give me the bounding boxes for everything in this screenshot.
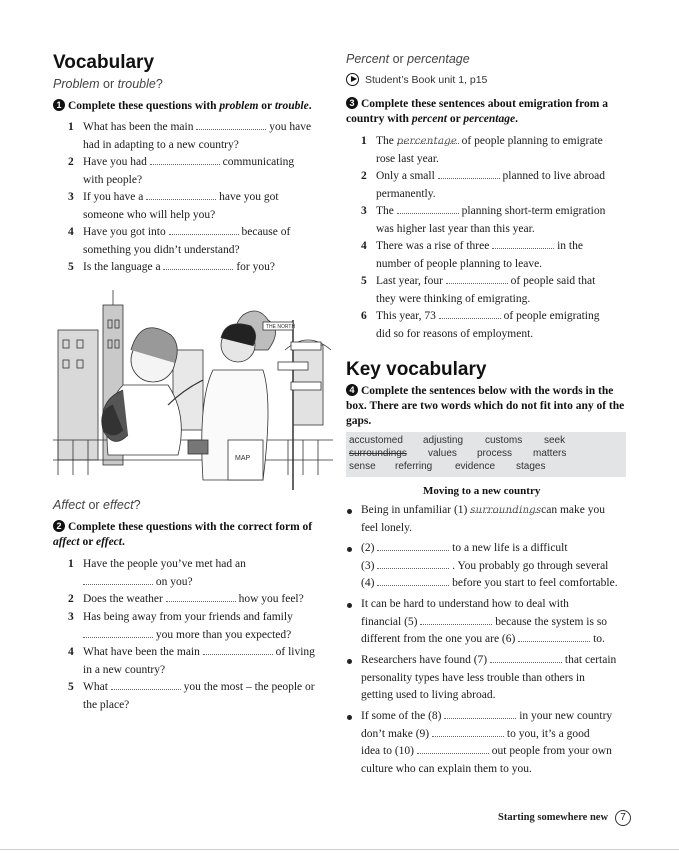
item-text: communicating — [222, 156, 295, 168]
map-label: MAP — [235, 455, 251, 462]
instr-word: effect — [96, 536, 122, 548]
instr-text: or — [258, 100, 275, 112]
paragraph-text: Researchers have found (7) — [361, 654, 488, 666]
paragraph-text: financial (5) — [361, 615, 418, 628]
item-text: number of people planning to leave. — [376, 257, 543, 270]
item-text: something you didn’t understand? — [83, 243, 240, 256]
item-text: had in adapting to a new country? — [83, 138, 239, 151]
item-number: 4 — [361, 240, 367, 252]
item-text: you the most – the people or — [183, 681, 315, 693]
subtitle-word: trouble — [117, 77, 156, 91]
bullet-paragraph — [361, 708, 631, 778]
subtitle-or: or — [389, 52, 408, 66]
paragraph-text: (3) — [361, 559, 375, 572]
item-text: What has been the main — [83, 121, 194, 133]
item-text: with people? — [83, 173, 143, 186]
students-book-reference[interactable] — [346, 73, 487, 86]
item-number: 3 — [68, 191, 74, 203]
bullet-paragraph — [361, 502, 631, 537]
word-box-word: accustomed — [349, 435, 403, 446]
bullet-paragraph — [361, 540, 631, 593]
item-text: Only a small — [376, 170, 435, 182]
item-number: 2 — [68, 156, 74, 168]
reference-text: Student’s Book unit 1, p15 — [365, 74, 488, 86]
item-text: for you? — [236, 261, 275, 273]
exercise-4-instruction — [346, 384, 631, 429]
paragraph-text: Being in unfamiliar (1) — [361, 504, 468, 516]
item-text: have you got — [219, 191, 279, 203]
word-box-word: matters — [533, 448, 567, 459]
subtitle-word: percentage — [407, 52, 470, 66]
exercise-3-instruction — [346, 97, 631, 127]
item-text: because of — [241, 226, 291, 238]
answer-gap[interactable] — [377, 558, 449, 569]
key-vocabulary-title: Key vocabulary — [346, 359, 487, 380]
paragraph-text: It can be hard to understand how to deal with — [361, 598, 569, 610]
bullet-icon — [347, 603, 352, 608]
instr-text: or — [446, 113, 464, 125]
item-number: 3 — [68, 611, 74, 623]
item-text: This year, 73 — [376, 310, 436, 322]
paragraph-text: idea to (10) — [361, 745, 415, 757]
item-text: Have you got into — [83, 226, 166, 238]
item-text: Have you had — [83, 156, 147, 168]
paragraph-text: that certain — [564, 654, 617, 666]
item-text: was higher last year than this year. — [376, 222, 535, 235]
paragraph-text: because the system is so — [495, 615, 608, 628]
word-box-word: process — [477, 448, 513, 459]
subtitle-word: effect — [103, 498, 134, 512]
item-text: in a new country? — [83, 663, 166, 676]
subtitle-word: Affect — [53, 498, 85, 512]
item-text: planned to live abroad — [502, 170, 606, 182]
bullet-icon — [347, 509, 352, 514]
exercise-2-instruction — [53, 520, 338, 550]
instr-text: . — [121, 536, 125, 548]
item-number: 1 — [68, 558, 74, 570]
item-number: 5 — [361, 275, 367, 287]
exercise-number-badge: 2 — [53, 520, 65, 532]
paragraph-text: . You probably go through several — [452, 559, 609, 572]
item-text: What have been the main — [83, 646, 200, 658]
answer-gap[interactable] — [150, 154, 220, 165]
answer-gap[interactable] — [83, 574, 153, 585]
paragraph-text: personality types have less trouble than others in — [361, 671, 585, 684]
answer-gap[interactable] — [438, 168, 500, 179]
subtitle-or: or — [99, 77, 118, 91]
answer-gap[interactable] — [490, 652, 562, 663]
item-text: Last year, four — [376, 275, 443, 287]
item-text: someone who will help you? — [83, 208, 216, 221]
answer-gap[interactable] — [169, 224, 239, 235]
answer-gap[interactable] — [83, 627, 153, 638]
item-text: rose last year. — [376, 152, 439, 165]
paragraph-text: (4) — [361, 577, 375, 589]
instr-text: Complete these questions with — [68, 100, 220, 112]
answer-gap[interactable] — [518, 631, 590, 642]
play-icon — [346, 73, 359, 86]
item-text: of people said that — [510, 275, 596, 287]
paragraph-text: feel lonely. — [361, 521, 412, 534]
item-text: of people planning to emigrate — [461, 135, 603, 147]
word-box-word: customs — [485, 435, 523, 446]
problem-trouble-subtitle — [53, 77, 163, 91]
page-bottom-rule — [0, 849, 679, 850]
instr-text: or — [79, 536, 97, 548]
exercise-number-badge: 3 — [346, 97, 358, 109]
paragraph-text: If some of the (8) — [361, 710, 442, 722]
answer-gap[interactable] — [146, 189, 216, 200]
page-footer-title: Starting somewhere new — [498, 812, 609, 823]
answer-gap[interactable] — [166, 591, 236, 602]
word-box — [346, 432, 626, 477]
instr-word: affect — [53, 536, 80, 548]
answer-gap[interactable] — [196, 119, 266, 130]
item-text: how you feel? — [238, 593, 304, 605]
paragraph-text: out people from your own — [491, 745, 612, 757]
exercise-number-badge: 4 — [346, 384, 358, 396]
item-text: Does the weather — [83, 593, 163, 605]
item-number: 6 — [361, 310, 367, 322]
instr-text: . — [515, 113, 518, 125]
instr-text: Complete the sentences below with the words in the box. There are two words which do not fit into any of the gaps. — [346, 385, 625, 427]
affect-effect-subtitle — [53, 498, 141, 512]
subtitle-word: Percent — [346, 52, 390, 66]
subtitle-or: or — [84, 498, 104, 512]
answer-gap[interactable] — [377, 575, 449, 586]
exercise-1-instruction — [53, 99, 338, 114]
example-answer: surroundings — [470, 502, 538, 513]
instr-word: percent — [411, 113, 447, 125]
word-box-word: values — [428, 448, 457, 459]
answer-gap[interactable] — [163, 259, 233, 270]
word-box-word: adjusting — [423, 435, 464, 446]
answer-gap[interactable] — [420, 614, 492, 625]
paragraph-text: getting used to living abroad. — [361, 689, 496, 701]
item-text: If you have a — [83, 191, 144, 203]
subtitle-q: ? — [155, 77, 163, 91]
answer-gap[interactable] — [439, 308, 501, 319]
bullet-icon — [347, 547, 352, 552]
item-text: Has being away from your friends and family — [83, 611, 293, 623]
vocabulary-title: Vocabulary — [53, 52, 155, 73]
item-number: 5 — [68, 261, 74, 273]
paragraph-text: to a new life is a difficult — [452, 542, 568, 554]
subtitle-q: ? — [133, 498, 141, 512]
item-text: permanently. — [376, 187, 436, 200]
item-text: Have the people you’ve met had an — [83, 558, 246, 570]
illustration-drawing — [53, 290, 333, 495]
answer-gap[interactable] — [432, 726, 504, 737]
item-text: you more than you expected? — [155, 628, 292, 641]
word-box-word-used: surroundings — [349, 448, 407, 459]
paragraph-text: to. — [593, 633, 605, 645]
item-text: planning short-term emigration — [461, 205, 606, 217]
text-heading: Moving to a new country — [423, 485, 541, 497]
instr-word: problem — [219, 100, 259, 112]
paragraph-text: different from the one you are (6) — [361, 633, 516, 645]
page-number: 7 — [615, 810, 631, 826]
answer-gap[interactable] — [492, 238, 554, 249]
item-number: 3 — [361, 205, 367, 217]
item-number: 2 — [361, 170, 367, 182]
word-box-word: sense — [349, 461, 376, 472]
instr-word: trouble — [274, 100, 309, 112]
bullet-icon — [347, 715, 352, 720]
answer-gap[interactable] — [444, 708, 516, 719]
travellers-illustration — [53, 290, 333, 495]
item-text: There was a rise of three — [376, 240, 490, 252]
bullet-paragraph — [361, 652, 631, 705]
item-text: What — [83, 681, 108, 693]
exercise-number-badge: 1 — [53, 99, 65, 111]
item-text: of people emigrating — [503, 310, 600, 322]
item-text: of living — [275, 646, 315, 658]
example-answer: percentage — [397, 133, 459, 144]
answer-gap[interactable] — [203, 644, 273, 655]
instr-text: Complete these sentences about emigration from a country with — [346, 98, 608, 125]
bullet-paragraph — [361, 596, 631, 649]
item-number: 5 — [68, 681, 74, 693]
word-box-word: evidence — [455, 461, 496, 472]
paragraph-text: can make you — [541, 504, 605, 516]
answer-gap[interactable] — [397, 203, 459, 214]
item-number: 1 — [361, 135, 367, 147]
item-text: did so for reasons of employment. — [376, 327, 534, 340]
paragraph-text: (2) — [361, 542, 375, 554]
answer-gap[interactable] — [377, 540, 449, 551]
word-box-word: referring — [395, 461, 433, 472]
item-number: 4 — [68, 646, 74, 658]
item-text: Is the language a — [83, 261, 161, 273]
item-number: 4 — [68, 226, 74, 238]
item-text: The — [376, 135, 394, 147]
item-text: the place? — [83, 698, 130, 711]
item-text: The — [376, 205, 394, 217]
paragraph-text: in your new country — [519, 710, 613, 722]
paragraph-text: to you, it’s a good — [506, 727, 590, 740]
paragraph-text: culture who can explain them to you. — [361, 762, 532, 775]
answer-gap[interactable] — [417, 743, 489, 754]
instr-word: percentage — [463, 113, 516, 125]
word-box-word: seek — [544, 435, 566, 446]
answer-gap[interactable] — [446, 273, 508, 284]
item-text: in the — [557, 240, 583, 252]
instr-text: . — [308, 100, 312, 112]
item-text: you have — [269, 121, 312, 133]
signpost-label: THE NORTH — [266, 324, 296, 330]
instr-text: Complete these questions with the correct form of — [68, 521, 313, 533]
percent-percentage-subtitle — [346, 52, 470, 66]
item-number: 2 — [68, 593, 74, 605]
item-number: 1 — [68, 121, 74, 133]
item-text: they were thinking of emigrating. — [376, 292, 531, 305]
bullet-icon — [347, 659, 352, 664]
item-text: on you? — [155, 575, 193, 588]
word-box-word: stages — [516, 461, 546, 472]
answer-gap[interactable] — [111, 679, 181, 690]
paragraph-text: before you start to feel comfortable. — [452, 577, 618, 589]
paragraph-text: don’t make (9) — [361, 727, 430, 740]
subtitle-word: Problem — [53, 77, 100, 91]
